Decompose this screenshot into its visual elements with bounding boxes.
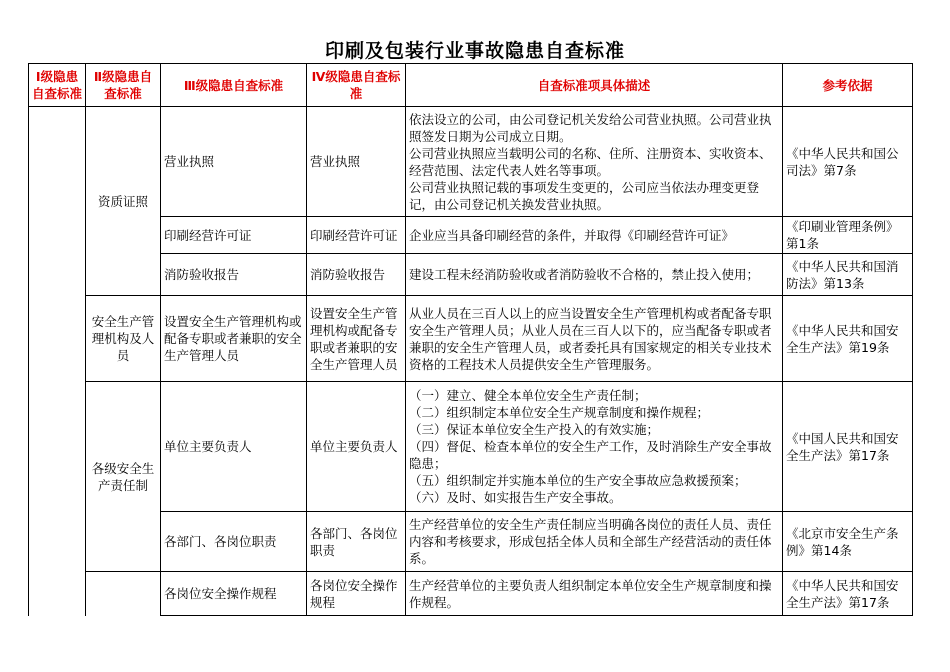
header-description: 自查标准项具体描述 [406, 64, 783, 107]
hazard-standard-table [28, 63, 913, 616]
description-cell [406, 296, 783, 382]
level4-cell: 印刷经营许可证 [307, 217, 406, 254]
page-title: 印刷及包装行业事故隐患自查标准 [324, 40, 625, 62]
level4-cell: 单位主要负责人 [307, 382, 406, 512]
description-line: 公司营业执照记载的事项发生变更的，公司应当依法办理变更登记，由公司登记机关换发营业执照。 [409, 179, 760, 212]
description-cell [406, 107, 783, 217]
description-line: 企业应当具备印刷经营的条件，并取得《印刷经营许可证》 [409, 227, 735, 243]
description-line: 建设工程未经消防验收或者消防验收不合格的，禁止投入使用； [409, 267, 760, 282]
description-cell [406, 572, 783, 616]
description-cell [406, 382, 783, 512]
description-cell [406, 217, 783, 254]
level3-cell: 单位主要负责人 [161, 382, 307, 512]
description-line: （五）组织制定并实施本单位的生产安全事故应急救援预案； [409, 473, 747, 488]
reference-cell: 《中国人民共和国安全生产法》第17条 [783, 382, 913, 512]
group-qualification: 资质证照 [86, 107, 161, 296]
table-row [29, 512, 913, 572]
description-line: （六）及时、如实报告生产安全事故。 [409, 490, 622, 505]
reference-cell: 《印刷业管理条例》第1条 [783, 217, 913, 254]
reference-cell: 《北京市安全生产条例》第14条 [783, 512, 913, 572]
description-line: （三）保证本单位安全生产投入的有效实施； [409, 422, 660, 437]
level4-cell: 设置安全生产管理机构或配备专职或者兼职的安全生产管理人员 [307, 296, 406, 382]
level4-cell: 消防验收报告 [307, 254, 406, 296]
table-row [29, 254, 913, 296]
header-level1: Ⅰ级隐患自查标准 [29, 64, 86, 107]
header-level4: Ⅳ级隐患自查标准 [307, 64, 406, 107]
header-level2: Ⅱ级隐患自查标准 [86, 64, 161, 107]
reference-cell: 《中华人民共和国安全生产法》第17条 [783, 572, 913, 616]
group-safety-org: 安全生产管理机构及人员 [86, 296, 161, 382]
description-line: 生产经营单位的安全生产责任制应当明确各岗位的责任人员、责任内容和考核要求，形成包括全体人员和全部生产经营活动的责任体系。 [409, 517, 772, 566]
group-responsibility: 各级安全生产责任制 [86, 382, 161, 572]
description-line: 从业人员在三百人以上的应当设置安全生产管理机构或者配备专职安全生产管理人员；从业人员在三百人以下的，应当配备专职或者兼职的安全生产管理人员，或者委托具有国家规定的相关专业技术资格的工程技术人员提供安全生产管理服务。 [409, 305, 772, 372]
table-row [29, 217, 913, 254]
description-line: 生产经营单位的主要负责人组织制定本单位安全生产规章制度和操作规程。 [409, 577, 772, 610]
description-line: （二）组织制定本单位安全生产规章制度和操作规程； [409, 405, 710, 420]
level3-cell: 印刷经营许可证 [161, 217, 307, 254]
level4-cell: 各岗位安全操作规程 [307, 572, 406, 616]
reference-cell: 《中华人民共和国安全生产法》第19条 [783, 296, 913, 382]
reference-cell: 《中华人民共和国公司法》第7条 [783, 107, 913, 217]
description-line: 公司营业执照应当载明公司的名称、住所、注册资本、实收资本、经营范围、法定代表人姓名等事项。 [409, 145, 772, 178]
reference-cell: 《中华人民共和国消防法》第13条 [783, 254, 913, 296]
header-reference: 参考依据 [783, 64, 913, 107]
table-row [29, 296, 913, 382]
description-line: （一）建立、健全本单位安全生产责任制； [409, 388, 647, 403]
level4-cell: 营业执照 [307, 107, 406, 217]
level3-cell: 消防验收报告 [161, 254, 307, 296]
header-row [29, 64, 913, 107]
table-row [29, 107, 913, 217]
description-cell [406, 512, 783, 572]
level3-cell: 营业执照 [161, 107, 307, 217]
group-empty [86, 572, 161, 616]
level3-cell: 各岗位安全操作规程 [161, 572, 307, 616]
level3-cell: 设置安全生产管理机构或配备专职或者兼职的安全生产管理人员 [161, 296, 307, 382]
header-level3: Ⅲ级隐患自查标准 [161, 64, 307, 107]
description-line: （四）督促、检查本单位的安全生产工作，及时消除生产安全事故隐患； [409, 439, 772, 471]
level1-cell [29, 107, 86, 616]
description-line: 依法设立的公司，由公司登记机关发给公司营业执照。公司营业执照签发日期为公司成立日期。 [409, 111, 772, 144]
description-cell [406, 254, 783, 296]
table-row [29, 572, 913, 616]
table-row [29, 382, 913, 512]
level4-cell: 各部门、各岗位职责 [307, 512, 406, 572]
level3-cell: 各部门、各岗位职责 [161, 512, 307, 572]
